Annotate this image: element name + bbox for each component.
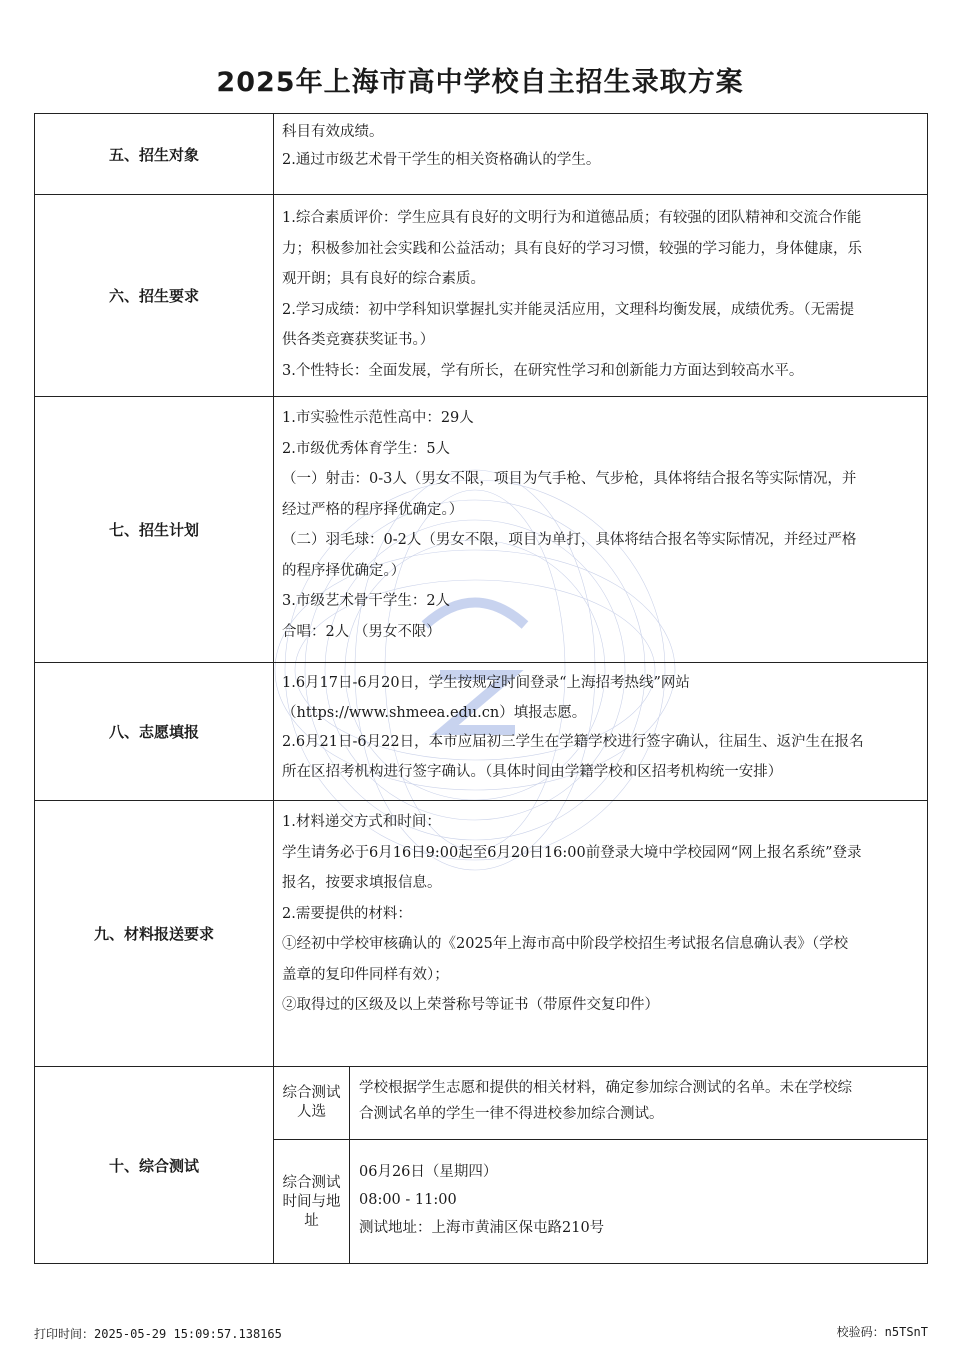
content-line: 3.个性特长：全面发展，学有所长，在研究性学习和创新能力方面达到较高水平。 — [282, 362, 804, 379]
admission-table — [34, 113, 928, 1264]
print-time: 打印时间：2025-05-29 15:09:57.138165 — [34, 1327, 282, 1341]
content-line: 报名，按要求填报信息。 — [282, 875, 442, 891]
check-code: 校验码：n5TSnT — [836, 1325, 928, 1339]
table-row — [35, 114, 927, 194]
content-line: 合唱：2人 （男女不限） — [282, 623, 441, 640]
row-content — [274, 663, 927, 800]
content-line: 力；积极参加社会实践和公益活动；具有良好的学习习惯，较强的学习能力，身体健康，乐 — [282, 240, 862, 257]
table-row — [35, 662, 927, 800]
content-line: 06月26日（星期四） — [359, 1164, 498, 1180]
content-line: 2.学习成绩：初中学科知识掌握扎实并能灵活应用，文理科均衡发展，成绩优秀。（无需提 — [282, 301, 855, 318]
content-line: 观开朗；具有良好的综合素质。 — [282, 271, 485, 287]
sub-row-label: 综合测试时间与地址 — [274, 1140, 350, 1264]
content-line: 学校根据学生志愿和提供的相关材料，确定参加综合测试的名单。未在学校综 — [359, 1080, 852, 1096]
content-line: （一）射击：0-3人（男女不限，项目为气手枪、气步枪，具体将结合报名等实际情况，并 — [282, 471, 857, 487]
sub-row — [274, 1139, 927, 1264]
table-row — [35, 1066, 927, 1263]
content-line: 2.6月21日-6月22日，本市应届初三学生在学籍学校进行签字确认，往届生、返沪生在报名 — [282, 734, 864, 750]
sub-row — [274, 1067, 927, 1139]
content-line: （二）羽毛球：0-2人（男女不限，项目为单打，具体将结合报名等实际情况，并经过严格 — [282, 532, 857, 548]
sub-row-content — [351, 1067, 927, 1139]
content-line: 的程序择优确定。） — [282, 562, 406, 579]
row-content — [274, 397, 927, 662]
content-line: 学生请务必于6月16日9:00起至6月20日16:00前登录大境中学校园网“网上报名系统”登录 — [282, 844, 862, 861]
content-line: 盖章的复印件同样有效）； — [282, 966, 449, 983]
content-line: ②取得过的区级及以上荣誉称号等证书（带原件交复印件） — [282, 997, 659, 1013]
content-line: 测试地址：上海市黄浦区保屯路210号 — [359, 1220, 605, 1236]
table-row — [35, 800, 927, 1066]
table-row — [35, 194, 927, 396]
row-label: 七、招生计划 — [35, 397, 274, 662]
content-line: 08:00 - 11:00 — [359, 1192, 457, 1208]
content-line: 2.通过市级艺术骨干学生的相关资格确认的学生。 — [282, 152, 601, 168]
row-content — [274, 114, 927, 194]
content-line: 3.市级艺术骨干学生：2人 — [282, 593, 451, 609]
content-line: 所在区招考机构进行签字确认。（具体时间由学籍学校和区招考机构统一安排） — [282, 763, 783, 780]
row-content — [274, 195, 927, 396]
content-line: 经过严格的程序择优确定。） — [282, 501, 464, 518]
row-label: 八、志愿填报 — [35, 663, 274, 800]
content-line: 2.需要提供的材料： — [282, 905, 412, 922]
table-row — [35, 396, 927, 662]
sub-row-label: 综合测试人选 — [274, 1067, 350, 1139]
content-line: 供各类竞赛获奖证书。） — [282, 332, 435, 348]
content-line: 合测试名单的学生一律不得进校参加综合测试。 — [359, 1106, 664, 1122]
content-line: 1.综合素质评价：学生应具有良好的文明行为和道德品质；有较强的团队精神和交流合作能 — [282, 210, 862, 226]
row-label: 五、招生对象 — [35, 114, 274, 194]
content-line: 科目有效成绩。 — [282, 124, 384, 140]
row-content — [274, 801, 927, 1066]
row-label: 九、材料报送要求 — [35, 801, 274, 1066]
content-line: ①经初中学校审核确认的《2025年上海市高中阶段学校招生考试报名信息确认表》（学校 — [282, 936, 849, 952]
content-line: 1.6月17日-6月20日，学生按规定时间登录“上海招考热线”网站 — [282, 675, 690, 691]
content-line: （https://www.shmeea.edu.cn）填报志愿。 — [282, 704, 587, 721]
page-title: 2025年上海市高中学校自主招生录取方案 — [216, 67, 744, 98]
row-label: 十、综合测试 — [35, 1067, 274, 1263]
row-label: 六、招生要求 — [35, 195, 274, 396]
content-line: 1.市实验性示范性高中：29人 — [282, 410, 474, 426]
content-line: 2.市级优秀体育学生：5人 — [282, 440, 451, 457]
content-line: 1.材料递交方式和时间： — [282, 814, 441, 830]
sub-row-content — [351, 1140, 927, 1264]
